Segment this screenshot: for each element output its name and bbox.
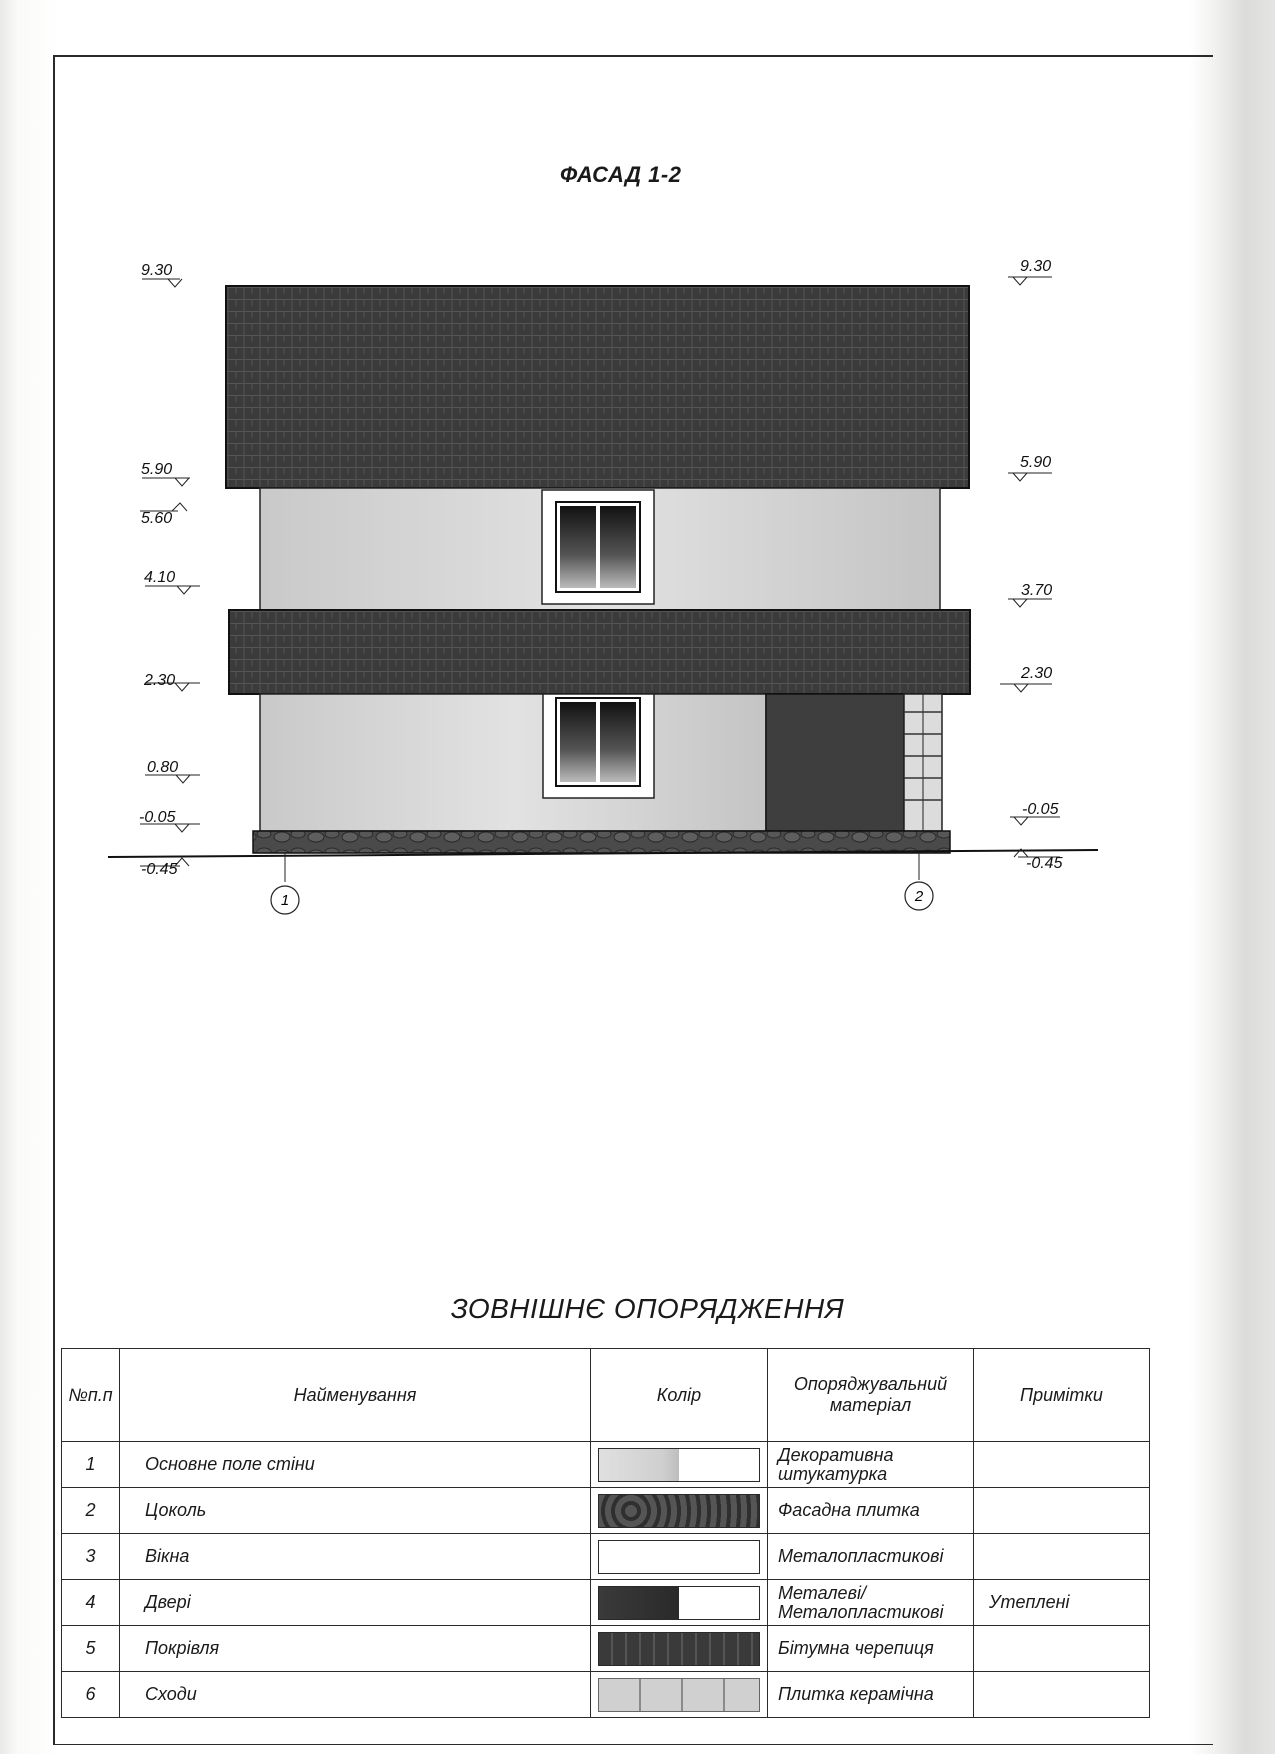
table-row: 6 Сходи Плитка керамічна	[62, 1672, 1150, 1718]
elevation-left-8: -0.45	[141, 861, 178, 878]
table-row: 3 Вікна Металопластикові	[62, 1534, 1150, 1580]
elevation-right-2: 5.90	[1020, 454, 1052, 471]
table-row: 1 Основне поле стіни Декоративна штукатурка	[62, 1442, 1150, 1488]
table-row: 2 Цоколь Фасадна плитка	[62, 1488, 1150, 1534]
elevation-marks-right	[1000, 277, 1060, 857]
drawing-title: ФАСАД 1-2	[560, 162, 682, 187]
lower-wall	[260, 694, 766, 831]
elevation-right-3: 3.70	[1021, 582, 1053, 599]
table-row: 4 Двері Металеві/ Металопластикові Утеплені	[62, 1580, 1150, 1626]
elevation-right-4: 2.30	[1021, 665, 1053, 682]
lower-window	[543, 694, 654, 798]
finish-table	[61, 1348, 1150, 1718]
stairs	[904, 694, 942, 831]
color-swatch-plaster	[598, 1448, 760, 1482]
table-row: 5 Покрівля Бітумна черепиця	[62, 1626, 1150, 1672]
elevation-right-1: 9.30	[1020, 258, 1052, 275]
axis-2	[905, 853, 933, 910]
header-num: №п.п	[62, 1349, 120, 1442]
upper-window	[542, 490, 654, 604]
elevation-left-1: 9.30	[141, 262, 173, 279]
color-swatch-roof	[598, 1632, 760, 1666]
elevation-left-2: 5.90	[141, 461, 173, 478]
entrance-door	[766, 694, 904, 831]
elevation-right-6: -0.45	[1026, 855, 1063, 872]
axis-1	[271, 853, 299, 914]
color-swatch-door	[598, 1586, 760, 1620]
finish-header-row	[62, 1349, 1150, 1442]
elevation-left-7: -0.05	[139, 809, 176, 826]
color-swatch-plinth	[598, 1494, 760, 1528]
elevation-left-5: 2.30	[144, 672, 176, 689]
elevation-right-5: -0.05	[1022, 801, 1059, 818]
color-swatch-window	[598, 1540, 760, 1574]
svg-text:2: 2	[914, 888, 924, 905]
elevation-left-6: 0.80	[147, 759, 179, 776]
header-notes: Примітки	[974, 1349, 1150, 1442]
header-color: Колір	[591, 1349, 768, 1442]
canopy-roof	[229, 610, 970, 694]
plinth	[253, 831, 950, 853]
finish-table-title: ЗОВНІШНЄ ОПОРЯДЖЕННЯ	[450, 1293, 845, 1324]
elevation-left-3: 5.60	[141, 510, 173, 527]
header-name: Найменування	[120, 1349, 591, 1442]
color-swatch-stairs	[598, 1678, 760, 1712]
elevation-left-4: 4.10	[144, 569, 176, 586]
upper-roof	[226, 286, 969, 488]
svg-text:1: 1	[280, 892, 290, 909]
header-material: Опоряджувальний матеріал	[768, 1349, 974, 1442]
